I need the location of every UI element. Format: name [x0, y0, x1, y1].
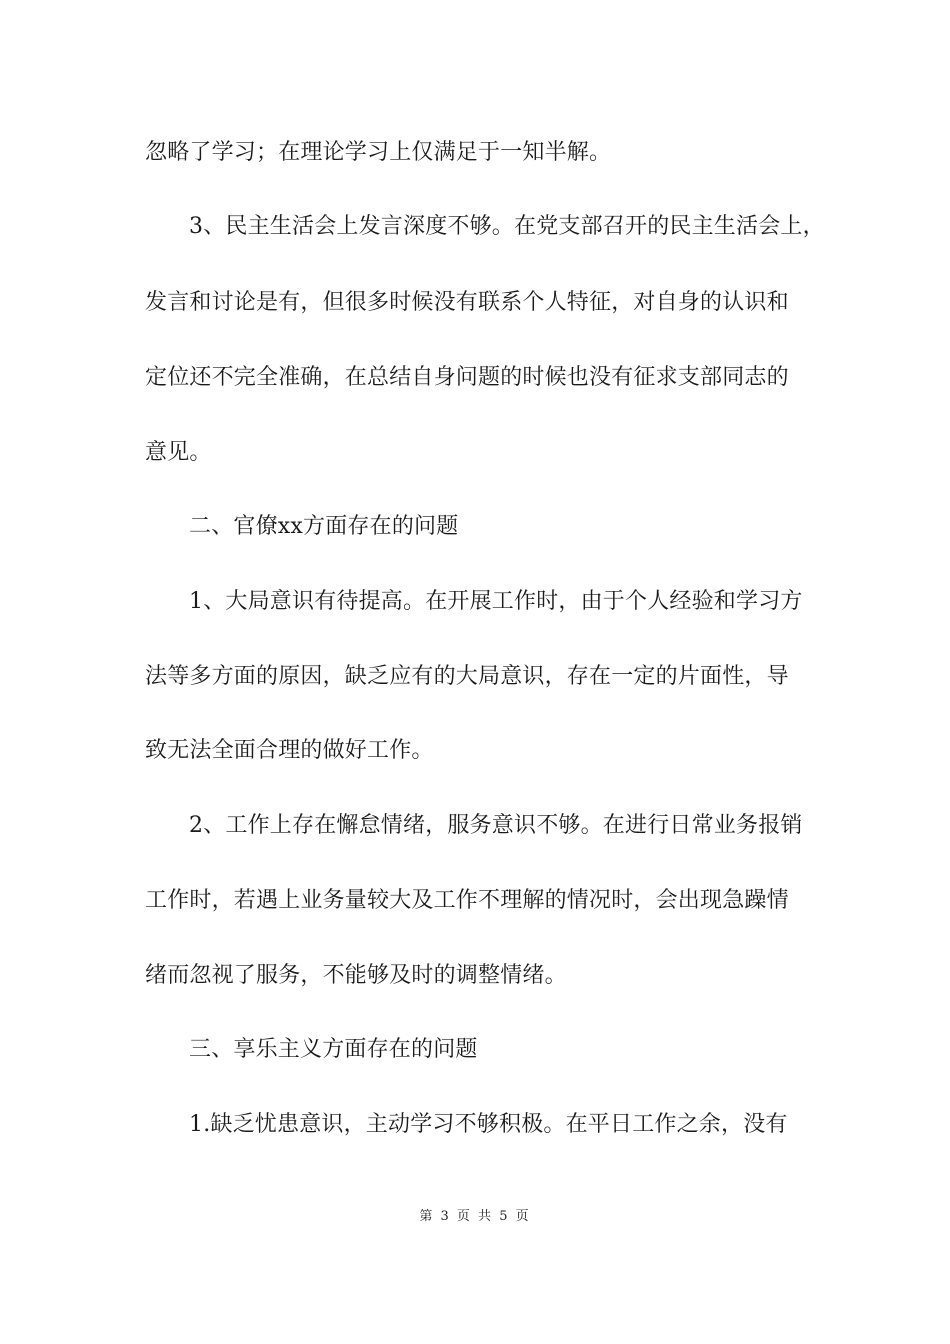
section-2-item-1-line-3: 致无法全面合理的做好工作。 [145, 738, 434, 763]
section-heading-2: 二、官僚xx方面存在的问题 [189, 514, 459, 539]
paragraph-3-line-3: 定位还不完全准确，在总结自身问题的时候也没有征求支部同志的 [145, 365, 789, 390]
paragraph-3-line-1: 3、民主生活会上发言深度不够。在党支部召开的民主生活会上， [189, 214, 825, 239]
section-2-item-1-line-1: 1、大局意识有待提高。在开展工作时，由于个人经验和学习方 [189, 589, 803, 614]
page-number-footer: 第 3 页 共 5 页 [419, 1209, 531, 1224]
paragraph-3-line-2: 发言和讨论是有，但很多时候没有联系个人特征，对自身的认识和 [145, 290, 789, 315]
section-heading-3: 三、享乐主义方面存在的问题 [189, 1037, 478, 1062]
text-line: 忽略了学习；在理论学习上仅满足于一知半解。 [145, 140, 612, 165]
section-2-item-2-line-2: 工作时，若遇上业务量较大及工作不理解的情况时，会出现急躁情 [145, 888, 789, 913]
section-2-item-1-line-2: 法等多方面的原因，缺乏应有的大局意识，存在一定的片面性，导 [145, 664, 789, 689]
section-2-item-2-line-3: 绪而忽视了服务，不能够及时的调整情绪。 [145, 963, 567, 988]
paragraph-3-line-4: 意见。 [145, 440, 212, 465]
section-3-item-1-line-1: 1.缺乏忧患意识，主动学习不够积极。在平日工作之余，没有 [189, 1112, 788, 1137]
section-2-item-2-line-1: 2、工作上存在懈怠情绪，服务意识不够。在进行日常业务报销 [189, 813, 803, 838]
